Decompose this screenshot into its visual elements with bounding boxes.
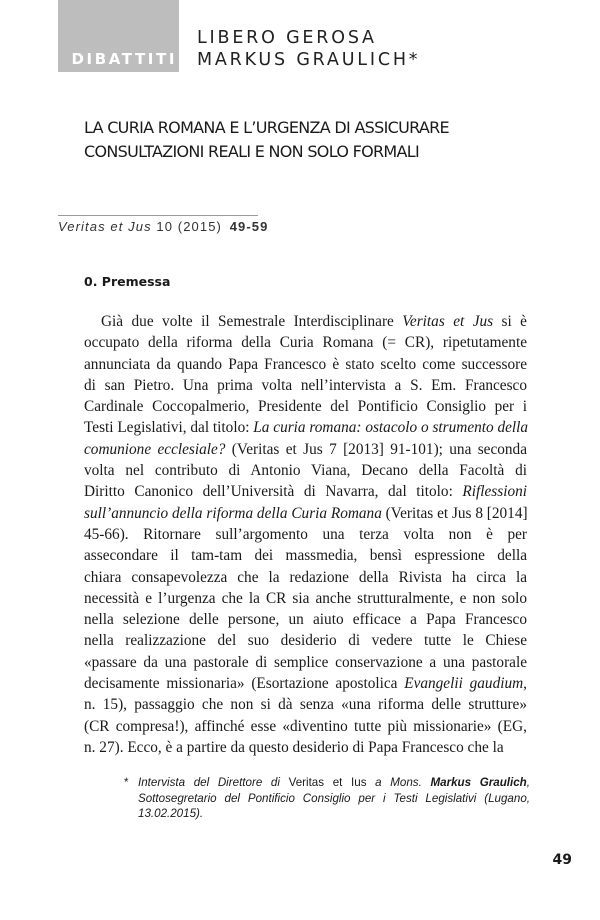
footnote-text: a Mons. [366,776,431,789]
italic-text: Evangelii gaudium [404,675,524,693]
body-line: decisamente missionaria» (Esortazione apostolica Evangelii gaudium, [84,675,527,693]
footnote-line [138,791,530,807]
body-line: Cardinale Coccopalmerio, Presidente del Pontificio Consiglio per i [84,398,527,416]
author-name: MARKUS GRAULICH* [197,50,421,70]
body-line: Testi Legislativi, dal titolo: La curia romana: ostacolo o strumento della [84,419,529,437]
journal-volume: 10 (2015) [156,219,222,234]
body-line: (CR compresa!), affinché esse «diventino tutte più missionarie» (EG, [84,717,527,735]
journal-pages: 49-59 [229,219,269,234]
italic-text: Riflessioni [462,483,527,501]
citation-rule [58,215,258,216]
body-line: annunciata da quando Papa Francesco è stato scelto come successore [84,355,527,373]
body-paragraph [84,311,527,758]
journal-name: Veritas et Jus [58,219,152,234]
body-line: 45-66). Ritornare sull’argomento una terza volta non è per [84,525,527,543]
body-line: occupato della riforma della Curia Romana (= CR), ripetutamente [84,334,527,352]
section-tab [58,0,179,72]
body-line: chiara consapevolezza che la redazione della Rivista ha circa la [84,568,527,586]
body-line: nella realizzazione del suo desiderio di vedere tutte le Chiese [84,632,527,650]
journal-citation [58,219,268,234]
article-title [84,116,554,164]
body-line: nella selezione delle persone, un aiuto efficace a Papa Francesco [84,611,527,629]
footnote [124,775,530,822]
footnote-name: Markus Graulich [430,776,527,789]
footnote-text: , [526,776,530,789]
body-line: Già due volte il Semestrale Interdisciplinare Veritas et Jus si è [101,313,527,330]
body-line: di san Pietro. Una prima volta nell’intervista a S. Em. Francesco [84,376,527,394]
body-line: necessità e l’urgenza che la CR sia anche strutturalmente, e non solo [84,589,527,607]
footnote-text: Sottosegretario del Pontificio Consiglio per i Testi Legislativi (Lugano, [138,791,530,805]
section-heading: 0. Premessa [84,274,171,289]
page-number: 49 [552,852,572,868]
section-label: DIBATTITI [71,50,177,68]
italic-text: sull’annuncio della riforma della Curia Romana [84,504,382,522]
body-line: comunione ecclesiale? (Veritas et Jus 7 [2013] 91-101); una seconda [84,440,527,458]
article-title-line: LA CURIA ROMANA E L’URGENZA DI ASSICURARE [84,118,449,137]
footnote-line [138,806,530,822]
body-line: n. 15), passaggio che non si dà senza «una riforma delle strutture» [84,696,527,714]
italic-text: comunione ecclesiale? [84,440,226,458]
body-line: Diritto Canonico dell’Università di Navarra, dal titolo: Riflessioni [84,483,527,501]
footnote-text: Intervista del Direttore di [138,776,289,789]
author-list [197,27,420,71]
author-name: LIBERO GEROSA [197,28,377,48]
italic-text: La curia romana: ostacolo o strumento della [253,419,529,437]
body-line: n. 27). Ecco, è a partire da questo desiderio di Papa Francesco che la [84,738,504,756]
body-line: sull’annuncio della riforma della Curia Romana (Veritas et Jus 8 [2014] [84,504,528,522]
body-line: «passare da una pastorale di semplice conservazione a una pastorale [84,653,527,671]
article-title-line: CONSULTAZIONI REALI E NON SOLO FORMALI [84,142,420,161]
footnote-journal: Veritas et Ius [288,776,367,789]
body-line: volta nel contributo di Antonio Viana, Decano della Facoltà di [84,462,527,480]
footnote-line [138,775,530,791]
footnote-text: 13.02.2015). [138,807,204,820]
italic-text: Veritas et Jus [402,313,494,330]
footnote-marker: * [124,776,129,789]
body-line: assecondare il tam-tam dei massmedia, bensì espressione della [84,547,527,565]
